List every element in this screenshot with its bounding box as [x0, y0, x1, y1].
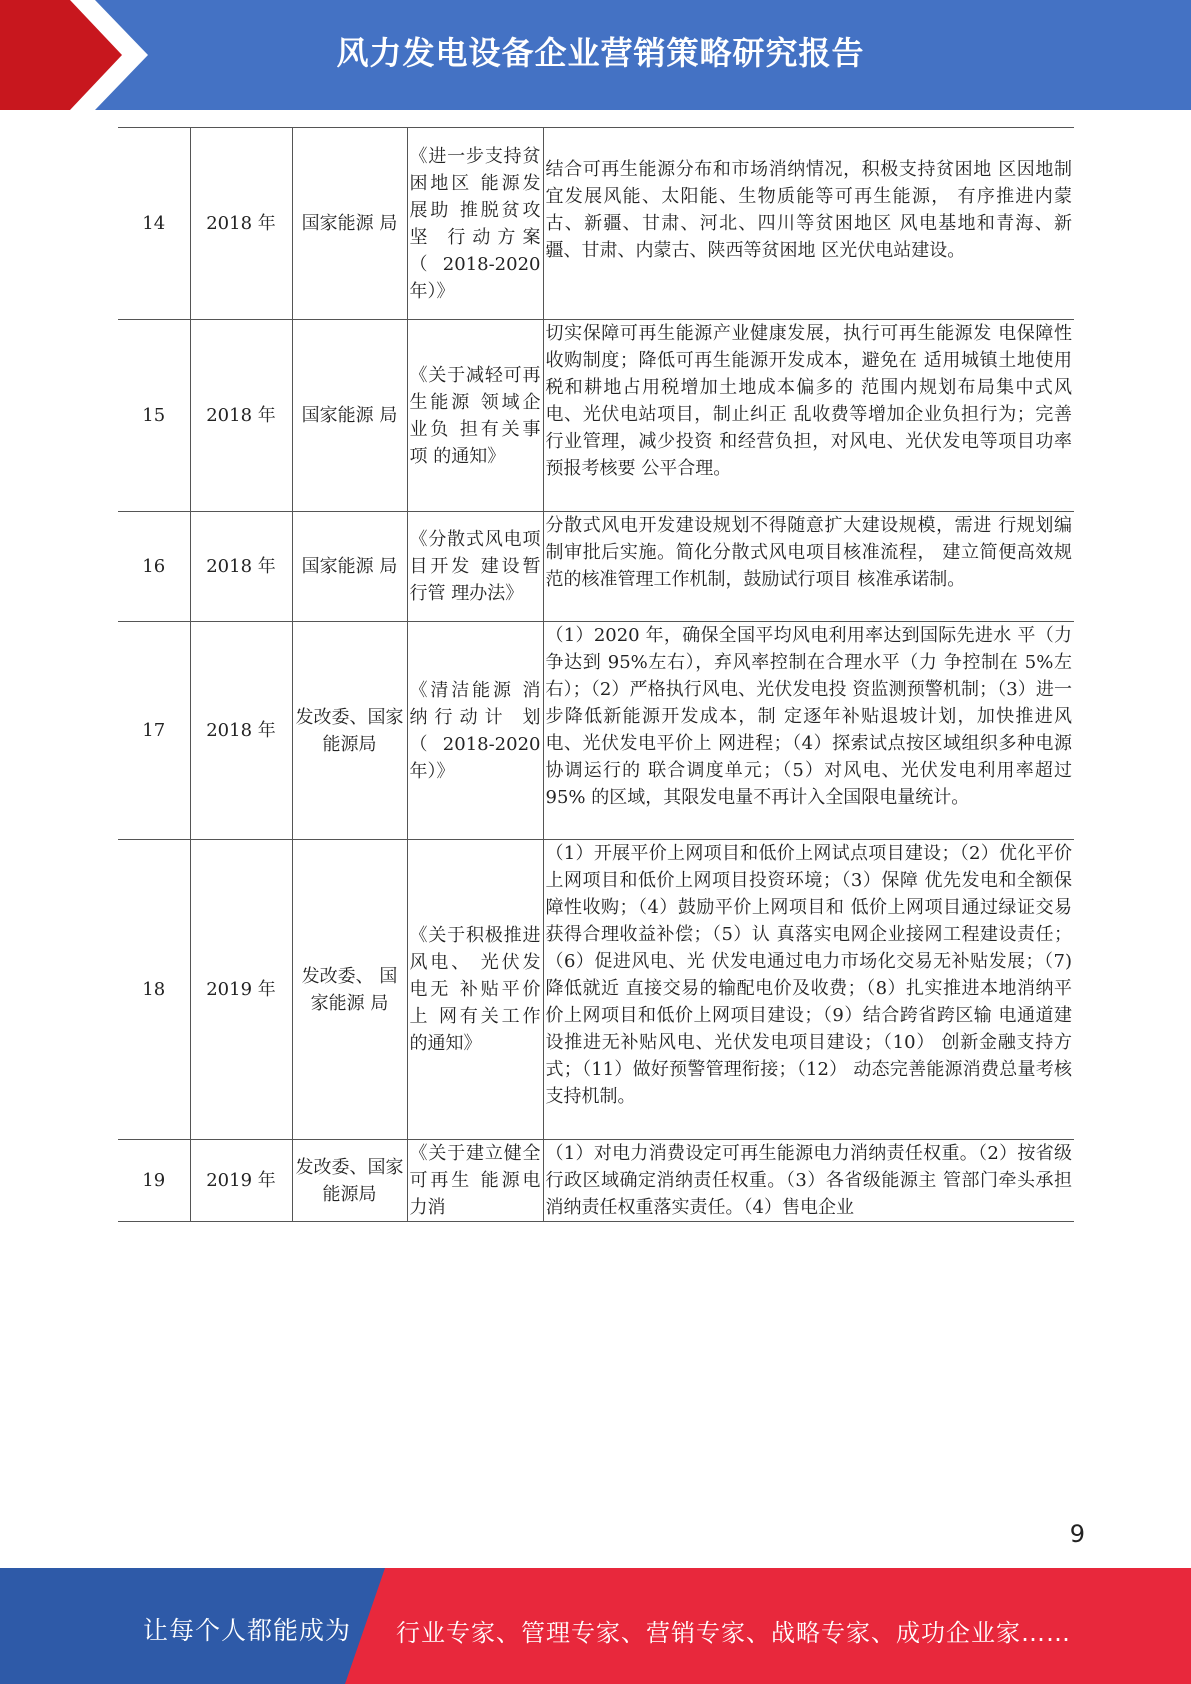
page-header [0, 0, 1191, 110]
row-content: 结合可再生能源分布和市场消纳情况，积极支持贫困地 区因地制宜发展风能、太阳能、生物质能等可再生能源， 有序推进内蒙古、新疆、甘肃、河北、四川等贫困地区 风电基地和青海、新疆、甘肃、内蒙古、陕西等贫困地 区光伏电站建设。 [543, 128, 1074, 320]
row-number: 19 [118, 1140, 190, 1222]
row-content: （1）对电力消费设定可再生能源电力消纳责任权重。（2）按省级行政区域确定消纳责任权重。（3）各省级能源主 管部门牵头承担消纳责任权重落实责任。（4）售电企业 [543, 1140, 1074, 1222]
row-document: 《清洁能源 消纳行动计 划（2018-2020 年）》 [407, 622, 543, 840]
table-row [118, 128, 1074, 320]
policy-table [118, 127, 1074, 1222]
page-number: 9 [1069, 1520, 1085, 1548]
row-document: 《关于建立健全可再生 能源电力消 [407, 1140, 543, 1222]
page-footer [0, 1568, 1191, 1684]
row-department: 国家能源 局 [292, 512, 407, 622]
row-document: 《关于减轻可再生能源 领域企业负 担有关事项 的通知》 [407, 320, 543, 512]
row-department: 国家能源 局 [292, 320, 407, 512]
footer-slogan-left: 让每个人都能成为 [143, 1616, 352, 1645]
row-department: 国家能源 局 [292, 128, 407, 320]
row-year: 2018 年 [190, 512, 292, 622]
row-year: 2019 年 [190, 840, 292, 1140]
table-row [118, 512, 1074, 622]
row-content: 切实保障可再生能源产业健康发展，执行可再生能源发 电保障性收购制度；降低可再生能源开发成本，避免在 适用城镇土地使用税和耕地占用税增加土地成本偏多的 范围内规划布局集中式风电、光伏电站项目，制止纠正 乱收费等增加企业负担行为；完善行业管理，减少投资 和经营负担，对风电、光伏发电等项目功率预报考核要 公平合理。 [543, 320, 1074, 512]
row-document: 《进一步支持贫困地区 能源发展助 推脱贫攻坚 行动方案（2018-2020 年）》 [407, 128, 543, 320]
table-row [118, 840, 1074, 1140]
report-title: 风力发电设备企业营销策略研究报告 [336, 34, 865, 72]
row-document: 《关于积极推进风电、 光伏发电无 补贴平价上 网有关工作 的通知》 [407, 840, 543, 1140]
row-document: 《分散式风电项目开发 建设暂行管 理办法》 [407, 512, 543, 622]
row-content: （1）2020 年，确保全国平均风电利用率达到国际先进水 平（力争达到 95%左右），弃风率控制在合理水平（力 争控制在 5%左右）；（2）严格执行风电、光伏发电投 资监测预警机制；（3）进一步降低新能源开发成本，制 定逐年补贴退坡计划，加快推进风电、光伏发电平价上 网进程；（4）探索试点按区域组织多种电源协调运行的 联合调度单元；（5）对风电、光伏发电利用率超过 95% 的区域，其限发电量不再计入全国限电量统计。 [543, 622, 1074, 840]
footer-slogan-right: 行业专家、管理专家、营销专家、战略专家、成功企业家…… [396, 1619, 1071, 1647]
row-number: 17 [118, 622, 190, 840]
row-department: 发改委、国家能源局 [292, 1140, 407, 1222]
table-row [118, 1140, 1074, 1222]
row-number: 16 [118, 512, 190, 622]
row-number: 18 [118, 840, 190, 1140]
row-number: 14 [118, 128, 190, 320]
table-row [118, 320, 1074, 512]
row-department: 发改委、国家能源局 [292, 622, 407, 840]
row-department: 发改委、 国家能源 局 [292, 840, 407, 1140]
row-year: 2018 年 [190, 320, 292, 512]
row-year: 2018 年 [190, 128, 292, 320]
row-number: 15 [118, 320, 190, 512]
row-content: 分散式风电开发建设规划不得随意扩大建设规模，需进 行规划编制审批后实施。简化分散式风电项目核准流程， 建立简便高效规范的核准管理工作机制，鼓励试行项目 核准承诺制。 [543, 512, 1074, 622]
table-row [118, 622, 1074, 840]
row-content: （1）开展平价上网项目和低价上网试点项目建设；（2）优化平价上网项目和低价上网项目投资环境；（3）保障 优先发电和全额保障性收购；（4）鼓励平价上网项目和 低价上网项目通过绿证交易获得合理收益补偿；（5）认 真落实电网企业接网工程建设责任；（6）促进风电、光 伏发电通过电力市场化交易无补贴发展；（7)降低就近 直接交易的输配电价及收费；（8）扎实推进本地消纳平 价上网项目和低价上网项目建设；（9）结合跨省跨区输 电通道建设推进无补贴风电、光伏发电项目建设；（10） 创新金融支持方式；（11）做好预警管理衔接；（12） 动态完善能源消费总量考核支持机制。 [543, 840, 1074, 1140]
row-year: 2019 年 [190, 1140, 292, 1222]
row-year: 2018 年 [190, 622, 292, 840]
